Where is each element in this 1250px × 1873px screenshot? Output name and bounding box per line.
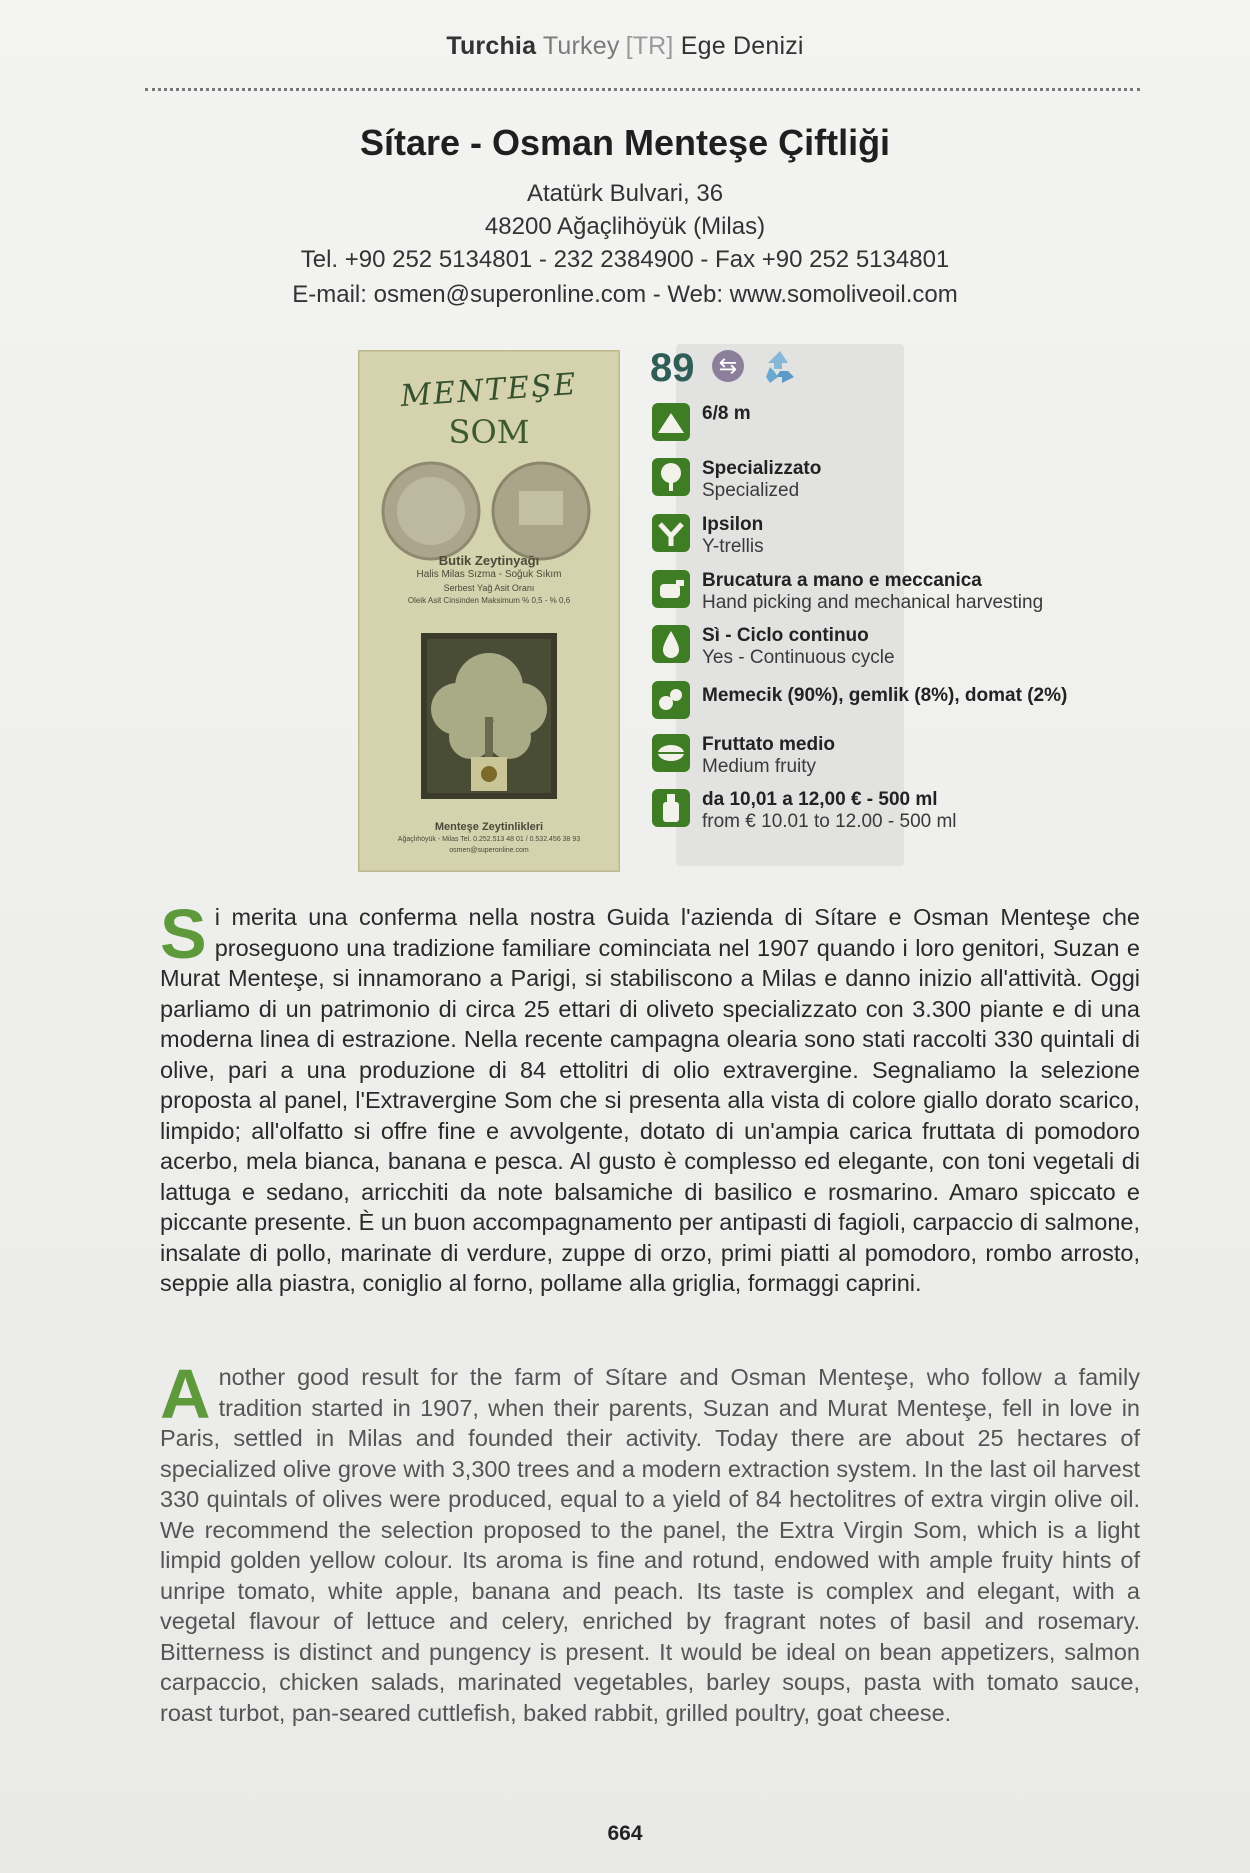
label-line3: Serbest Yağ Asit Oranı [443,583,535,593]
spec-grove-it: Specializzato [702,458,822,479]
address-city: 48200 Ağaçlihöyük (Milas) [484,213,766,240]
label-brand: MENTEŞE [399,366,579,415]
label-line4: Oleik Asit Cinsinden Maksimum % 0,5 - % 0,6 [407,596,571,605]
trellis-icon [652,514,690,552]
spec-fruitiness-en: Medium fruity [702,756,817,777]
producer-name: Sítare - Osman Menteşe Çiftliği [359,122,891,163]
spec-cultivars-it: Memecik (90%), gemlik (8%), domat (2%) [702,685,1068,706]
region-name: Ege Denizi [680,32,804,60]
spec-training-en: Y-trellis [702,536,764,557]
spec-harvest-en: Hand picking and mechanical harvesting [702,592,1044,613]
label-product: SOM [448,413,530,451]
review-italian-text: i merita una conferma nella nostra Guida l'azienda di Sítare e Osman Menteşe che proseguono una tradizione familiare cominciata nel 1907 quando i loro genitori, Suzan e Murat Menteşe, si innamorano a Parigi, si stabiliscono a Milas e danno inizio all'attività. Oggi parliamo di un patrimonio di circa 25 ettari di oliveto specializzato con 3.300 piante e di una moderna linea di estrazione. Nella recente campagna olearia sono stati raccolti 330 quintali di olive, pari a una produzione di 84 ettolitri di olio extravergine. Segnaliamo la selezione proposta al panel, l'Extravergine Som che si presenta alla vista di colore giallo dorato scarico, limpido; all'olfatto si offre fine e avvolgente, dotato di un'ampia carica fruttata di pomodoro acerbo, mela bianca, banana e pesca. Al gusto è complesso ed elegante, con toni vegetali di lattuga e sedano, arricchiti da note balsamiche di basilico e rosmarino. Amaro spiccato e piccante presente. È un buon accompagnamento per antipasti di fagioli, carpaccio di salmone, insalate di pollo, marinate di verdure, zuppe di orzo, primi piatti al pomodoro, rombo arrosto, seppie alla piastra, coniglio al forno, pollame alla griglia, formaggi caprini. [160,904,1140,1296]
spec-harvest-it: Brucatura a mano e meccanica [702,570,982,591]
organic-icon: ⇆ [712,350,744,382]
address-street: Atatürk Bulvari, 36 [526,180,724,207]
spec-grove-en: Specialized [702,480,800,501]
label-line1: Butik Zeytinyağı [438,553,540,568]
score-value: 89 [650,346,695,390]
recycle-icon [760,347,800,387]
dotted-divider [145,88,1140,91]
review-italian [160,895,1140,1299]
olive-icon [652,681,690,719]
drop-icon [652,625,690,663]
spec-extraction-en: Yes - Continuous cycle [702,647,895,668]
spec-price-it: da 10,01 a 12,00 € - 500 ml [702,789,938,810]
phone-fax-line: Tel. +90 252 5134801 - 232 2384900 - Fax +90 252 5134801 [300,246,950,273]
label-line2: Halis Milas Sızma - Soğuk Sıkım [416,569,562,580]
label-footer1: Menteşe Zeytinlikleri [434,821,544,833]
spec-price-en: from € 10.01 to 12.00 - 500 ml [702,811,957,832]
spec-extraction-it: Sì - Ciclo continuo [702,625,869,646]
tree-icon [652,458,690,496]
spec-training-it: Ipsilon [702,514,764,535]
product-label-image [358,350,620,872]
dropcap-italian: S [160,895,207,973]
country-english: Turkey [542,32,620,60]
mountain-icon [652,403,690,441]
olive-tree-illustration [359,617,619,807]
review-english-text: nother good result for the farm of Sítare and Osman Menteşe, who follow a family tradition started in 1907, when their parents, Suzan and Murat Menteşe, fell in love in Paris, settled in Milas and founded their activity. Today there are about 25 hectares of specialized olive grove with 3,300 trees and a modern extraction system. In the last oil harvest 330 quintals of olives were produced, equal to a yield of 84 hectolitres of extra virgin olive oil. We recommend the selection proposed to the panel, the Extra Virgin Som, which is a light limpid golden yellow colour. Its aroma is fine and rotund, endowed with ample fruity hints of unripe tomato, white apple, banana and peach. Its taste is complex and elegant, with a vegetal flavour of lettuce and celery, enriched by fragrant notes of basil and rosemary. Bitterness is distinct and pungency is present. It would be ideal on bean appetizers, salmon carpaccio, chicken salads, marinated vegetables, barley soups, pasta with tomato sauce, roast turbot, pan-seared cuttlefish, baked rabbit, grilled poultry, goat cheese. [160,1364,1140,1726]
dropcap-english: A [160,1355,211,1433]
bottle-icon [652,789,690,827]
running-header [0,32,1250,61]
email-web-line: E-mail: osmen@superonline.com - Web: www.somoliveoil.com [292,281,958,308]
country-code: [TR] [625,32,674,60]
label-footer3: osmen@superonline.com [449,847,529,854]
page-number: 664 [607,1822,643,1845]
spec-altitude-it: 6/8 m [702,403,751,424]
hand-icon [652,570,690,608]
label-footer2: Ağaçlıhöyük - Milas Tel. 0.252.513 48 01 / 0.532.456 38 93 [397,836,581,843]
review-english [160,1355,1140,1728]
lips-icon [652,734,690,772]
spec-fruitiness-it: Fruttato medio [702,734,835,755]
country-italian: Turchia [446,32,537,60]
